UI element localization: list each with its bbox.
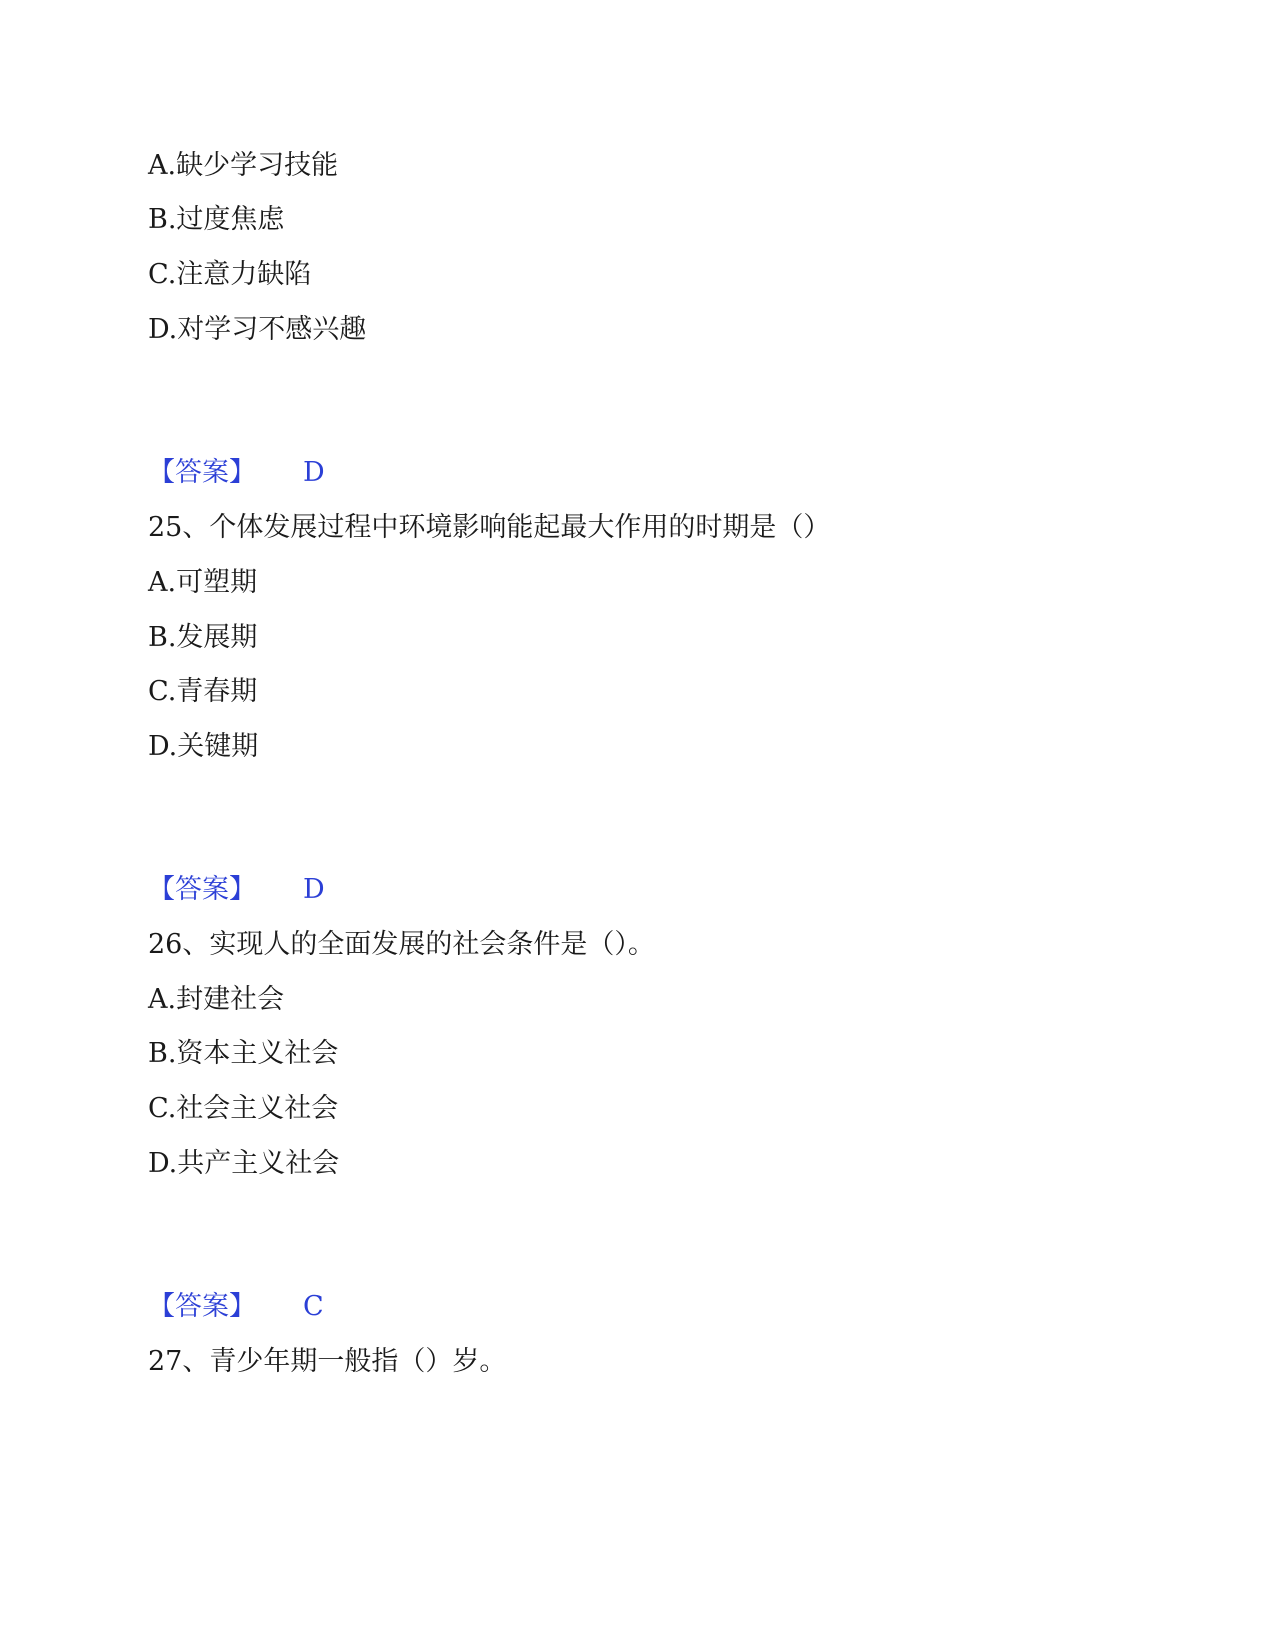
answer-label: 【答案】: [148, 457, 256, 488]
option-a: A.可塑期: [148, 567, 258, 598]
option-b: B.资本主义社会: [148, 1038, 339, 1069]
question-25: 25、个体发展过程中环境影响能起最大作用的时期是（）: [148, 512, 831, 543]
option-a: A.缺少学习技能: [148, 150, 339, 181]
option-d: D.共产主义社会: [148, 1148, 340, 1179]
option-c: C.注意力缺陷: [148, 259, 312, 290]
answer-value: D: [303, 874, 325, 905]
question-26: 26、实现人的全面发展的社会条件是（）。: [148, 929, 655, 960]
answer-label: 【答案】: [148, 1291, 256, 1322]
answer-row: [148, 872, 325, 908]
option-d: D.关键期: [148, 731, 259, 762]
option-c: C.社会主义社会: [148, 1093, 339, 1124]
answer-row: [148, 455, 325, 491]
answer-label: 【答案】: [148, 874, 256, 905]
option-a: A.封建社会: [148, 984, 285, 1015]
option-d: D.对学习不感兴趣: [148, 314, 367, 345]
option-b: B.发展期: [148, 622, 258, 653]
answer-value: C: [303, 1291, 324, 1322]
answer-row: [148, 1289, 324, 1325]
question-27: 27、青少年期一般指（）岁。: [148, 1346, 507, 1377]
option-b: B.过度焦虑: [148, 204, 285, 235]
option-c: C.青春期: [148, 676, 258, 707]
answer-value: D: [303, 457, 325, 488]
